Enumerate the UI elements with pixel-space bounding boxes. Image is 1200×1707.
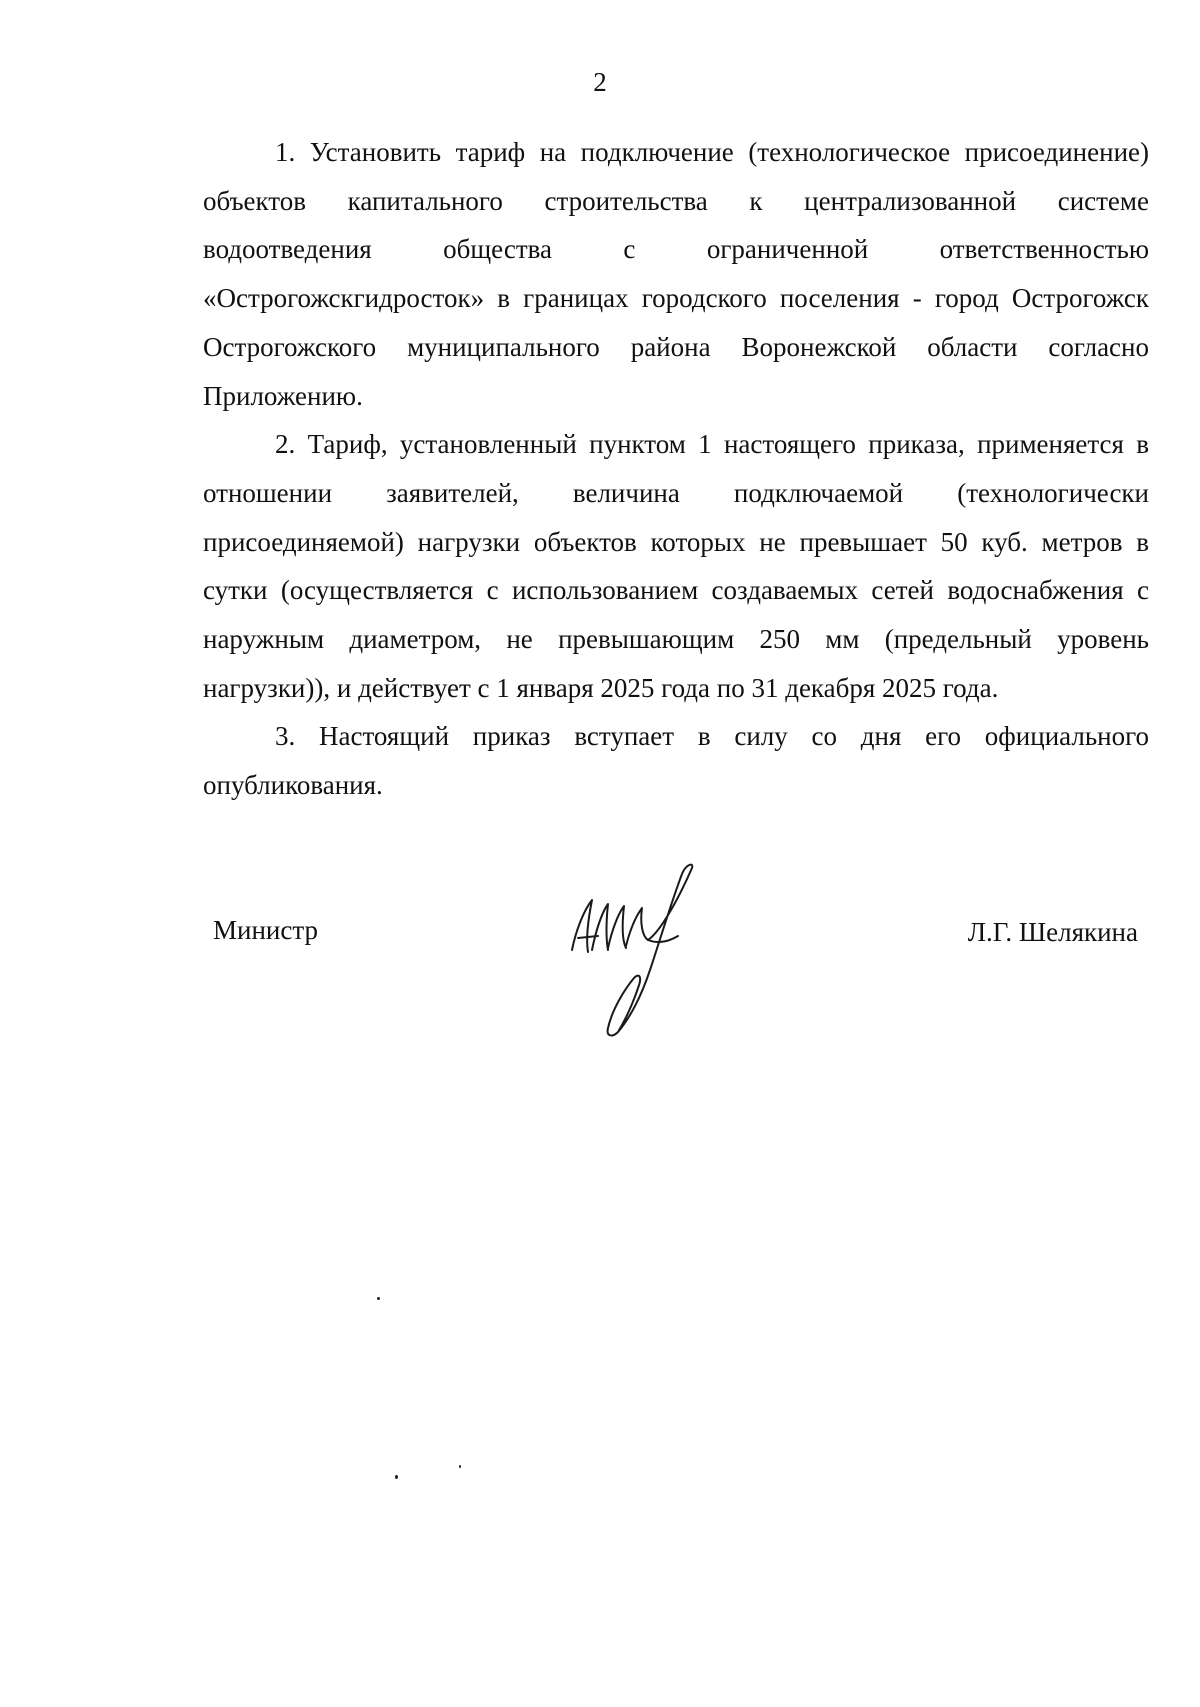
scan-speck <box>395 1475 398 1479</box>
signatory-position: Министр <box>213 915 318 945</box>
scan-speck <box>459 1465 461 1468</box>
signature-block <box>0 860 1200 1060</box>
paragraph-2: 2. Тариф, установленный пунктом 1 настоящего приказа, применяется в отношении заявителей, величина подключаемой (технологически присоединяемой) нагрузки объектов которых не превышает 50 куб. метров в сутки (осуществляется с использованием создаваемых сетей водоснабжения с наружным диаметром, не превышающим 250 мм (предельный уровень нагрузки)), и действует с 1 января 2025 года по 31 декабря 2025 года. <box>203 429 1149 703</box>
paragraph-1: 1. Установить тариф на подключение (технологическое присоединение) объектов капитального строительства к централизованной системе водоотведения общества с ограниченной ответственностью «Острогожскгидросток» в границах городского поселения - город Острогожск Острогожского муниципального района Воронежской области согласно Приложению. <box>203 137 1149 411</box>
scan-speck <box>377 1297 380 1300</box>
handwritten-signature <box>568 860 718 1050</box>
page-number: 2 <box>593 67 607 97</box>
signatory-name: Л.Г. Шелякина <box>967 917 1138 947</box>
document-body <box>203 128 1149 810</box>
paragraph-3: 3. Настоящий приказ вступает в силу со дня его официального опубликования. <box>203 721 1149 801</box>
